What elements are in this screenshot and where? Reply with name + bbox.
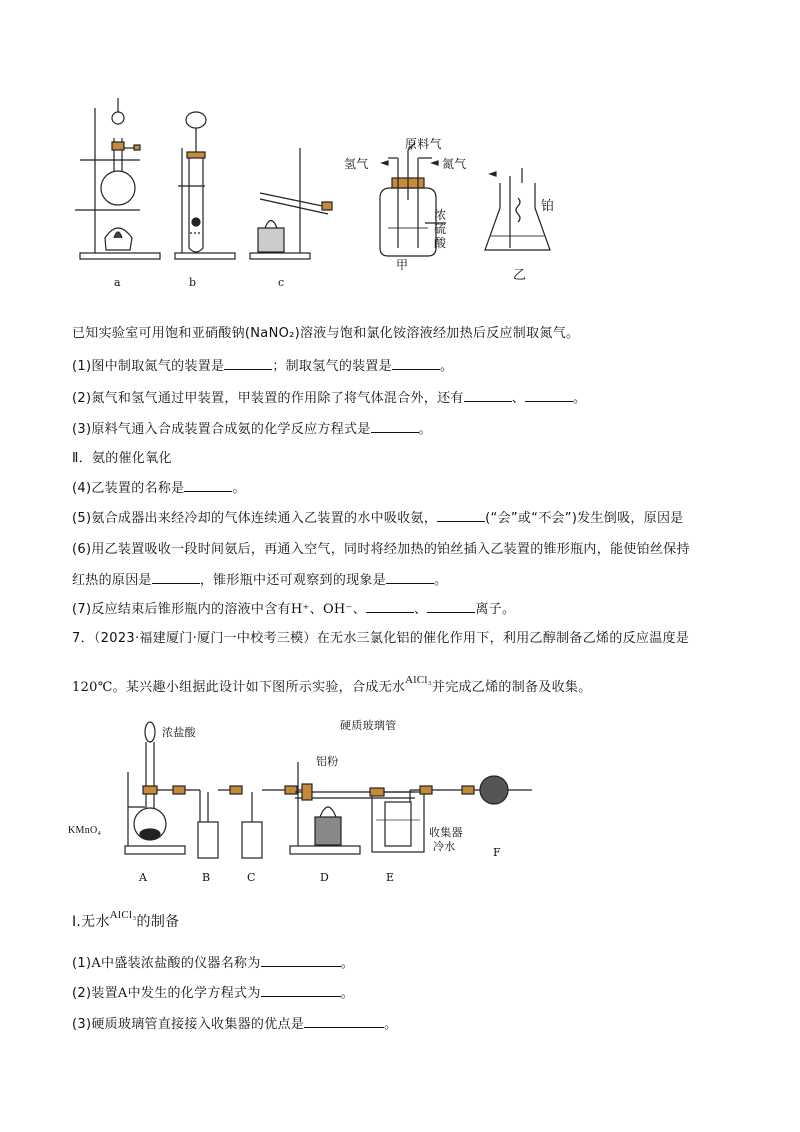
- question-3: [72, 418, 432, 437]
- apparatus-C-diagram: [242, 786, 305, 858]
- problem-7-line-2: [72, 676, 592, 695]
- q6-blank-2[interactable]: [386, 571, 434, 584]
- kmno4-label: KMnO₄: [68, 825, 102, 836]
- s1-q3-blank[interactable]: [304, 1015, 384, 1028]
- q2-text-b: 、: [511, 391, 526, 406]
- apparatus-A-diagram: [125, 722, 200, 854]
- question-6-line-2: [72, 569, 447, 588]
- acid-label-1: 浓: [434, 208, 447, 222]
- q2-blank-2[interactable]: [525, 389, 573, 402]
- q3-blank[interactable]: [371, 420, 419, 433]
- q2-text-a: (2)氮气和氢气通过甲装置，甲装置的作用除了将气体混合外，还有: [72, 391, 464, 406]
- section-1-formula: AlCl₃: [109, 909, 137, 921]
- apparatus-F-diagram: [410, 776, 532, 804]
- q1-text-b: ；制取氢气的装置是: [272, 359, 393, 374]
- s1-q1-text-c: 。: [340, 956, 354, 971]
- label-c: c: [278, 276, 285, 289]
- s1-q3-text-b: 。: [384, 1017, 398, 1032]
- q4-blank[interactable]: [184, 479, 232, 492]
- s1-q1-text-b: 中盛装浓盐酸的仪器名称为: [101, 956, 261, 971]
- hcl-label: 浓盐酸: [162, 726, 196, 739]
- feed-gas-label: 原料气: [405, 137, 442, 151]
- section-1-question-3: [72, 1013, 397, 1032]
- acid-label-2: 硫: [434, 222, 447, 236]
- q5-text-b: (“会”或“不会”)发生倒吸，原因是: [485, 511, 684, 526]
- nitrogen-label: 氮气: [442, 157, 467, 171]
- hard-tube-label: 硬质玻璃管: [340, 719, 397, 732]
- label-b: b: [189, 276, 197, 289]
- s1-q2-text-b: 中发生的化学方程式为: [127, 986, 261, 1001]
- cold-water-label: 冷水: [433, 840, 456, 853]
- section-1-text-b: 的制备: [136, 914, 180, 930]
- q7-sep-3: 、: [414, 602, 428, 617]
- question-1: [72, 355, 453, 374]
- intro-text: 已知实验室可用饱和亚硝酸钠(NaNO₂)溶液与饱和氯化铵溶液经加热后反应制取氮气。: [72, 326, 580, 341]
- q2-blank-1[interactable]: [464, 389, 512, 402]
- question-5: [72, 507, 684, 526]
- q1-blank-1[interactable]: [224, 357, 272, 370]
- q3-text-a: (3)原料气通入合成装置合成氨的化学反应方程式是: [72, 422, 371, 437]
- s1-q1-letter: A: [91, 956, 102, 971]
- q7-hydroxide-ion: OH⁻: [322, 602, 353, 617]
- label-B: B: [202, 871, 211, 884]
- label-yi: 乙: [513, 268, 527, 283]
- q6-blank-1[interactable]: [152, 571, 200, 584]
- q4-text-b: 。: [232, 481, 246, 496]
- q2-text-c: 。: [573, 391, 587, 406]
- q6-text-b: ，锥形瓶中还可观察到的现象是: [199, 573, 387, 588]
- p7-text-a: 。某兴趣小组据此设计如下图所示实验，合成无水: [112, 680, 406, 695]
- question-6-line-1: (6)用乙装置吸收一段时间氨后，再通入空气，同时将经加热的铂丝插入乙装置的锥形瓶内，能使铂丝保持: [72, 542, 690, 557]
- apparatus-c-diagram: [250, 148, 332, 259]
- label-F: F: [493, 846, 501, 859]
- hydrogen-label: 氢气: [344, 157, 369, 171]
- q6-text-a: 红热的原因是: [72, 573, 152, 588]
- q3-text-b: 。: [418, 422, 432, 437]
- s1-q2-letter: A: [117, 986, 128, 1001]
- s1-q3-text-a: (3)硬质玻璃管直接接入收集器的优点是: [72, 1017, 305, 1032]
- label-D: D: [320, 871, 329, 884]
- p7-text-b: 并完成乙烯的制备及收集。: [431, 680, 592, 695]
- q4-text-a: (4)乙装置的名称是: [72, 481, 185, 496]
- q1-text-c: 。: [440, 359, 454, 374]
- q1-text-a: (1)图中制取氮气的装置是: [72, 359, 225, 374]
- alcl3-formula: AlCl₃: [405, 674, 432, 686]
- s1-q2-text-a: (2)装置: [72, 986, 118, 1001]
- reaction-temperature: 120℃: [72, 680, 113, 695]
- label-E: E: [386, 871, 395, 884]
- s1-q2-blank[interactable]: [261, 984, 341, 997]
- section-1-text-a: Ⅰ.无水: [72, 914, 110, 930]
- apparatus-B-diagram: [173, 786, 242, 858]
- label-a: a: [114, 276, 121, 289]
- question-7: [72, 598, 515, 617]
- apparatus-figure-1: [70, 88, 570, 288]
- q5-text-a: (5)氨合成器出来经冷却的气体连续通入乙装置的水中吸收氨，: [72, 511, 438, 526]
- label-jia: 甲: [396, 258, 409, 272]
- q7-hydrogen-ion: H⁺: [290, 602, 310, 617]
- problem-7-line-1: 7．（2023·福建厦门·厦门一中校考三模）在无水三氯化铝的催化作用下，利用乙醇制备乙烯的反应温度是: [72, 631, 690, 646]
- q7-text-b: 离子。: [475, 602, 516, 617]
- s1-q2-text-c: 。: [340, 986, 354, 1001]
- platinum-label: 铂: [541, 199, 555, 214]
- apparatus-b-diagram: [175, 112, 235, 259]
- s1-q1-blank[interactable]: [261, 954, 341, 967]
- q7-blank-2[interactable]: [427, 600, 475, 613]
- question-4: [72, 477, 246, 496]
- label-C: C: [247, 871, 256, 884]
- apparatus-D-diagram: [290, 762, 390, 854]
- section-1-question-2: [72, 982, 354, 1001]
- section-2-heading: Ⅱ．氨的催化氧化: [72, 451, 172, 466]
- s1-q1-text-a: (1): [72, 956, 92, 971]
- q6-text-c: 。: [434, 573, 448, 588]
- label-A: A: [139, 871, 147, 884]
- acid-label-3: 酸: [434, 236, 447, 250]
- question-2: [72, 387, 586, 406]
- section-1-heading: [72, 911, 179, 931]
- collector-label: 收集器: [429, 826, 463, 839]
- apparatus-a-diagram: [75, 98, 160, 259]
- q7-sep-2: 、: [352, 602, 367, 617]
- al-powder-label: 铝粉: [316, 755, 339, 768]
- section-1-question-1: [72, 952, 354, 971]
- q1-blank-2[interactable]: [392, 357, 440, 370]
- q7-blank-1[interactable]: [366, 600, 414, 613]
- q7-sep-1: 、: [309, 602, 323, 617]
- q7-text-a: (7)反应结束后锥形瓶内的溶液中含有: [72, 602, 291, 617]
- q5-blank[interactable]: [437, 509, 485, 522]
